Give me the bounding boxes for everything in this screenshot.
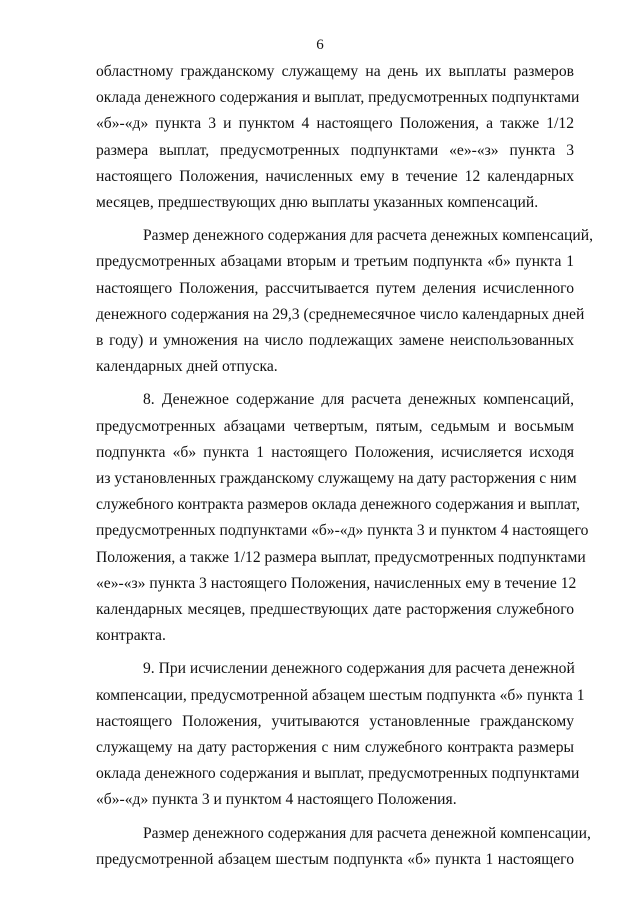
paragraph-item-8: [96, 387, 589, 649]
text-line: настоящего Положения, начисленных ему в течение 12 календарных: [96, 167, 574, 185]
text-line: подпункта «б» пункта 1 настоящего Положения, исчисляется исходя: [96, 443, 574, 461]
text-line: предусмотренных абзацами четвертым, пятым, седьмым и восьмым: [96, 417, 574, 435]
paragraph-continuation: [96, 59, 580, 216]
text-line: предусмотренной абзацем шестым подпункта «б» пункта 1 настоящего: [96, 850, 574, 868]
text-line: предусмотренных подпунктами «б»-«д» пункта 3 и пунктом 4 настоящего: [96, 522, 589, 540]
text-line: служебного контракта размеров оклада денежного содержания и выплат,: [96, 496, 580, 514]
text-line: «е»-«з» пункта 3 настоящего Положения, начисленных ему в течение 12: [96, 574, 577, 592]
text-line: оклада денежного содержания и выплат, предусмотренных подпунктами: [96, 765, 580, 783]
text-line: в году) и умножения на число подлежащих замене неиспользованных: [96, 332, 574, 350]
text-line: «б»-«д» пункта 3 и пунктом 4 настоящего Положения.: [96, 791, 457, 809]
paragraph-item-9: [96, 656, 585, 813]
text-line: денежного содержания на 29,3 (среднемесячное число календарных дней: [96, 305, 585, 323]
text-line: 9. При исчислении денежного содержания для расчета денежной: [143, 660, 575, 678]
document-body: [96, 59, 593, 873]
text-line: областному гражданскому служащему на день их выплаты размеров: [96, 63, 574, 80]
text-line: 8. Денежное содержание для расчета денежных компенсаций,: [143, 391, 574, 409]
paragraph-single-compensation: [96, 821, 591, 873]
text-line: настоящего Положения, учитываются установленные гражданскому: [96, 712, 574, 730]
page-number: 6: [316, 37, 324, 53]
text-line: «б»-«д» пункта 3 и пунктом 4 настоящего Положения, а также 1/12: [96, 115, 574, 133]
text-line: Размер денежного содержания для расчета денежной компенсации,: [143, 824, 591, 842]
text-line: настоящего Положения, рассчитывается путем деления исчисленного: [96, 279, 574, 297]
text-line: календарных месяцев, предшествующих дате расторжения служебного: [96, 601, 574, 619]
text-line: Положения, а также 1/12 размера выплат, предусмотренных подпунктами: [96, 548, 586, 566]
text-line: служащему на дату расторжения с ним служебного контракта размеры: [96, 739, 574, 757]
text-line: компенсации, предусмотренной абзацем шестым подпункта «б» пункта 1: [96, 686, 585, 704]
text-line: контракта.: [96, 627, 166, 645]
text-line: из установленных гражданскому служащему на дату расторжения с ним: [96, 470, 577, 488]
text-line: Размер денежного содержания для расчета денежных компенсаций,: [143, 227, 593, 245]
text-line: предусмотренных абзацами вторым и третьим подпункта «б» пункта 1: [96, 253, 574, 271]
text-line: месяцев, предшествующих дню выплаты указанных компенсаций.: [96, 194, 539, 212]
text-line: оклада денежного содержания и выплат, предусмотренных подпунктами: [96, 89, 580, 107]
text-line: размера выплат, предусмотренных подпунктами «е»-«з» пункта 3: [96, 141, 574, 159]
paragraph-compensation-size: [96, 223, 593, 380]
text-line: календарных дней отпуска.: [96, 358, 278, 376]
